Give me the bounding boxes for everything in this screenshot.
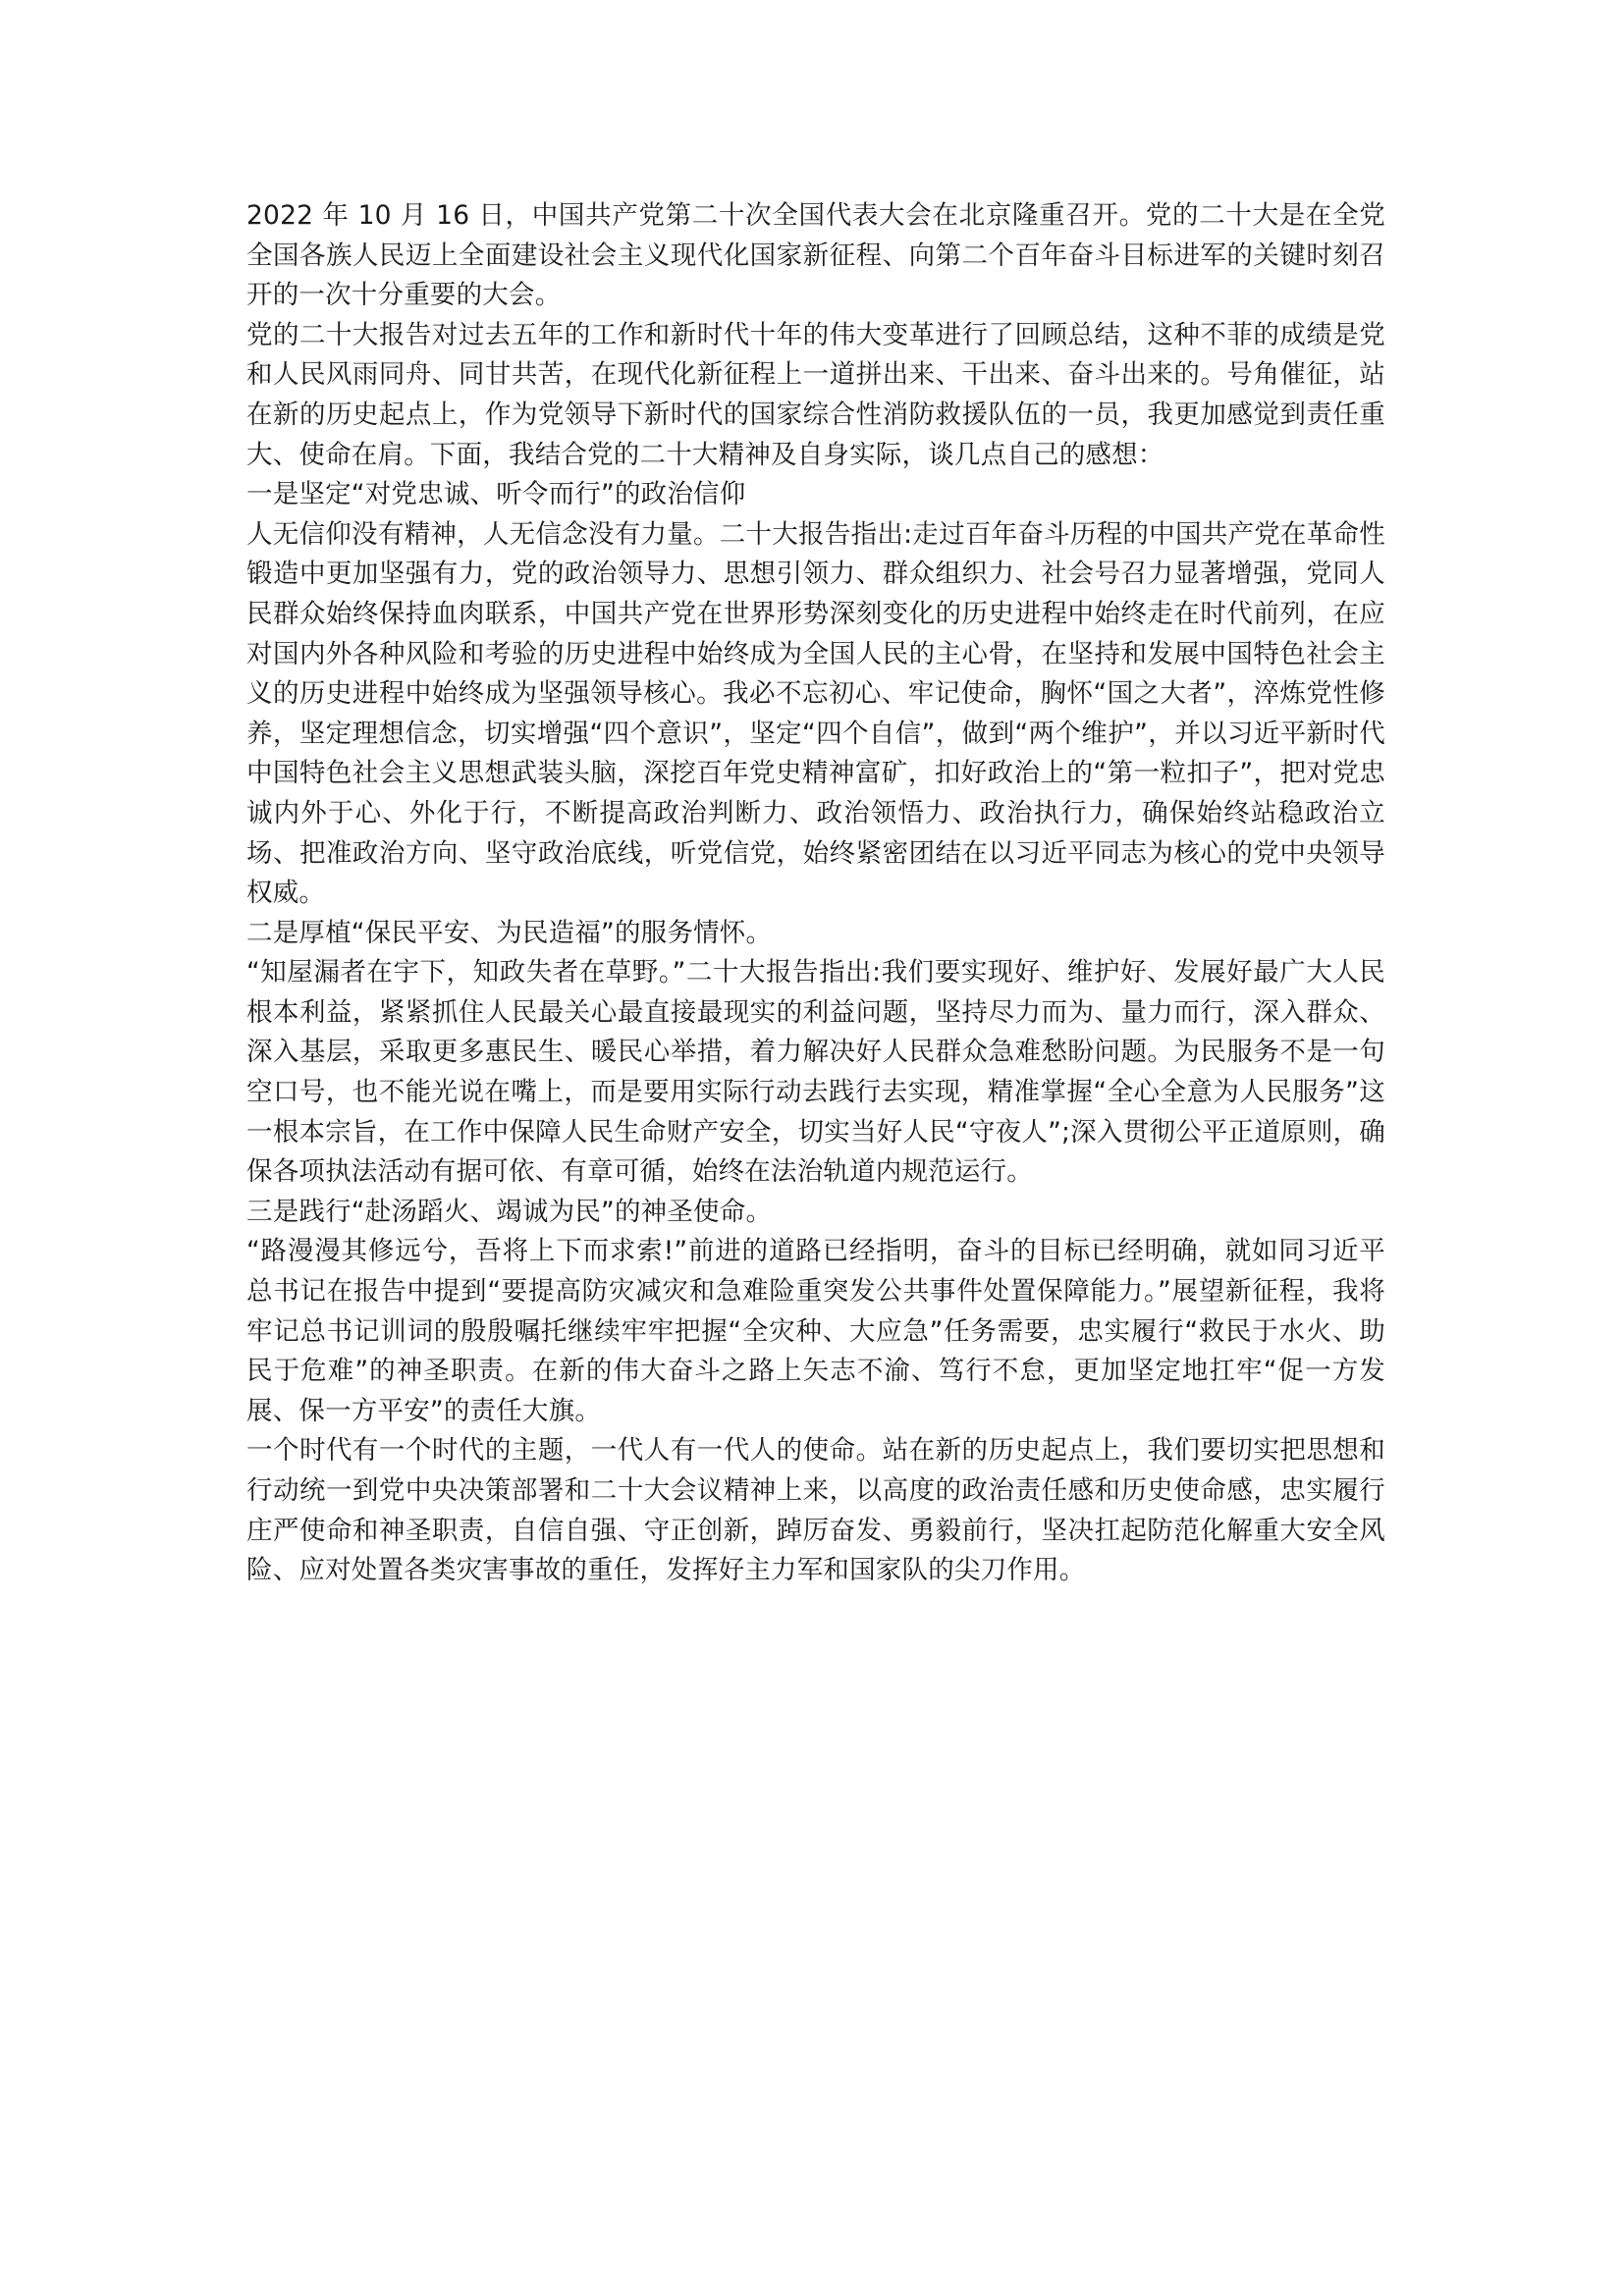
document-body [246, 196, 1385, 1591]
section-heading-2: 二是厚植“保民平安、为民造福”的服务情怀。 [246, 917, 773, 948]
section-heading-1: 一是坚定“对党忠诚、听令而行”的政治信仰 [246, 479, 746, 510]
intro-paragraph: 2022 年 10 月 16 日，中国共产党第二十次全国代表大会在北京隆重召开。党的二十大是在全党全国各族人民迈上全面建设社会主义现代化国家新征程、向第二个百年奋斗目标进军的关键时刻召开的一次十分重要的大会。 [246, 200, 1385, 311]
report-review-paragraph: 党的二十大报告对过去五年的工作和新时代十年的伟大变革进行了回顾总结，这种不菲的成绩是党和人民风雨同舟、同甘共苦，在现代化新征程上一道拼出来、干出来、奋斗出来的。号角催征，站在新的历史起点上，作为党领导下新时代的国家综合性消防救援队伍的一员，我更加感觉到责任重大、使命在肩。下面，我结合党的二十大精神及自身实际，谈几点自己的感想： [246, 319, 1385, 470]
section-3-paragraph: “路漫漫其修远兮，吾将上下而求索!”前进的道路已经指明，奋斗的目标已经明确，就如同习近平总书记在报告中提到“要提高防灾减灾和急难险重突发公共事件处置保障能力。”展望新征程，我将牢记总书记训词的殷殷嘱托继续牢牢把握“全灾种、大应急”任务需要，忠实履行“救民于水火、助民于危难”的神圣职责。在新的伟大奋斗之路上矢志不渝、笃行不怠，更加坚定地扛牢“促一方发展、保一方平安”的责任大旗。 [246, 1236, 1385, 1426]
section-heading-3: 三是践行“赴汤蹈火、竭诚为民”的神圣使命。 [246, 1196, 773, 1227]
section-1-paragraph: 人无信仰没有精神，人无信念没有力量。二十大报告指出:走过百年奋斗历程的中国共产党在革命性锻造中更加坚强有力，党的政治领导力、思想引领力、群众组织力、社会号召力显著增强，党同人民群众始终保持血肉联系，中国共产党在世界形势深刻变化的历史进程中始终走在时代前列，在应对国内外各种风险和考验的历史进程中始终成为全国人民的主心骨，在坚持和发展中国特色社会主义的历史进程中始终成为坚强领导核心。我必不忘初心、牢记使命，胸怀“国之大者”，淬炼党性修养，坚定理想信念，切实增强“四个意识”，坚定“四个自信”，做到“两个维护”，并以习近平新时代中国特色社会主义思想武装头脑，深挖百年党史精神富矿，扣好政治上的“第一粒扣子”，把对党忠诚内外于心、外化于行，不断提高政治判断力、政治领悟力、政治执行力，确保始终站稳政治立场、把准政治方向、坚守政治底线，听党信党，始终紧密团结在以习近平同志为核心的党中央领导权威。 [246, 518, 1385, 909]
conclusion-paragraph: 一个时代有一个时代的主题，一代人有一代人的使命。站在新的历史起点上，我们要切实把思想和行动统一到党中央决策部署和二十大会议精神上来，以高度的政治责任感和历史使命感，忠实履行庄严使命和神圣职责，自信自强、守正创新，踔厉奋发、勇毅前行，坚决扛起防范化解重大安全风险、应对处置各类灾害事故的重任，发挥好主力军和国家队的尖刀作用。 [246, 1435, 1385, 1586]
section-2-paragraph: “知屋漏者在宇下，知政失者在草野。”二十大报告指出:我们要实现好、维护好、发展好最广大人民根本利益，紧紧抓住人民最关心最直接最现实的利益问题，坚持尽力而为、量力而行，深入群众、深入基层，采取更多惠民生、暖民心举措，着力解决好人民群众急难愁盼问题。为民服务不是一句空口号，也不能光说在嘴上，而是要用实际行动去践行去实现，精准掌握“全心全意为人民服务”这一根本宗旨，在工作中保障人民生命财产安全，切实当好人民“守夜人”;深入贯彻公平正道原则，确保各项执法活动有据可依、有章可循，始终在法治轨道内规范运行。 [246, 957, 1385, 1188]
